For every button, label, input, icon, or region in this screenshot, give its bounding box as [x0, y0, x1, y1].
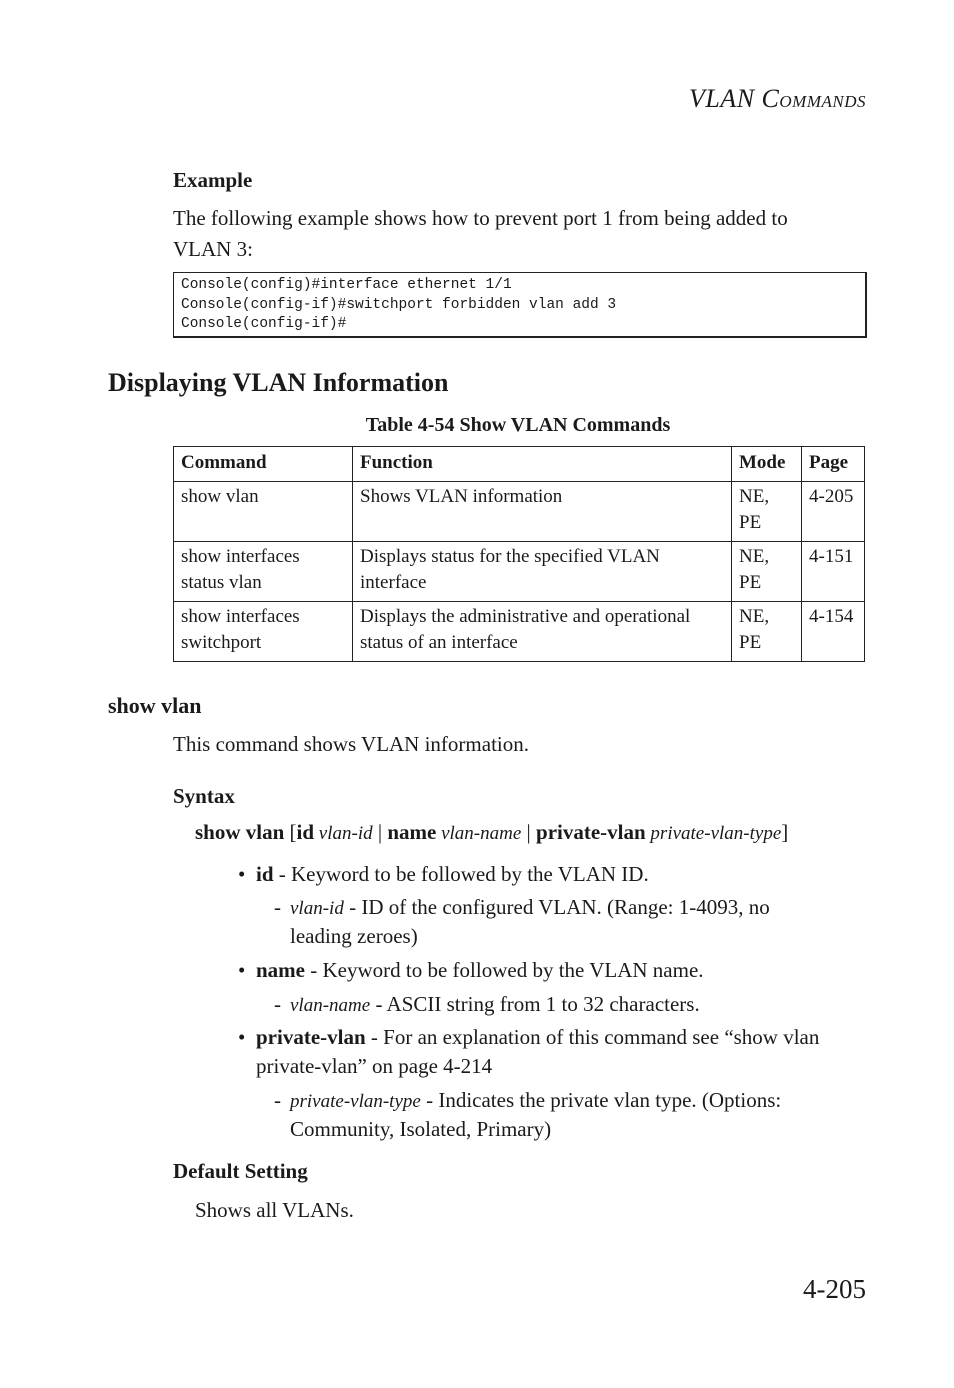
example-intro-line-1: The following example shows how to prevent port 1 from being added to [173, 206, 788, 230]
cell-function: Displays the administrative and operational status of an interface [353, 602, 732, 662]
syntax-line: show vlan [id vlan-id | name vlan-name | private-vlan private-vlan-type] [195, 820, 789, 844]
param-name-sub: vlan-name - ASCII string from 1 to 32 characters. [290, 992, 700, 1016]
param-private-vlan: private-vlan - For an explanation of this command see “show vlan [256, 1025, 820, 1049]
cell-page: 4-205 [802, 482, 865, 542]
example-intro-line-2: VLAN 3: [173, 237, 253, 261]
cell-mode: NE, PE [732, 542, 802, 602]
default-setting-text: Shows all VLANs. [195, 1198, 354, 1222]
section-title: Displaying VLAN Information [108, 368, 449, 397]
table-row [174, 602, 865, 662]
code-line: Console(config-if)#switchport forbidden vlan add 3 [181, 296, 617, 313]
column-header-page: Page [802, 447, 865, 482]
table-caption: Table 4-54 Show VLAN Commands [365, 414, 671, 436]
param-id-sub-cont: leading zeroes) [290, 924, 418, 948]
bullet-dot: • [238, 862, 246, 886]
cell-function: Displays status for the specified VLAN interface [353, 542, 732, 602]
dash-marker: - [274, 992, 281, 1016]
cell-page: 4-151 [802, 542, 865, 602]
param-id: id - Keyword to be followed by the VLAN ID. [256, 862, 649, 886]
table-row [174, 542, 865, 602]
table-row [174, 482, 865, 542]
cell-mode: NE, PE [732, 602, 802, 662]
dash-marker: - [274, 1088, 281, 1112]
command-heading: show vlan [108, 693, 202, 718]
param-private-vlan-sub: private-vlan-type - Indicates the private vlan type. (Options: [290, 1088, 782, 1112]
column-header-command: Command [174, 447, 353, 482]
bullet-dot: • [238, 958, 246, 982]
cell-command: show vlan [174, 482, 353, 542]
cell-mode: NE, PE [732, 482, 802, 542]
column-header-function: Function [353, 447, 732, 482]
code-example-box [173, 272, 867, 338]
commands-table [173, 446, 865, 662]
param-private-vlan-cont: private-vlan” on page 4-214 [256, 1054, 493, 1078]
running-header: VLAN COMMANDS [688, 84, 866, 113]
cell-command: show interfaces switchport [174, 602, 353, 662]
example-heading: Example [173, 168, 253, 192]
column-header-mode: Mode [732, 447, 802, 482]
dash-marker: - [274, 895, 281, 919]
command-description: This command shows VLAN information. [173, 732, 529, 756]
bullet-dot: • [238, 1025, 246, 1049]
code-line: Console(config-if)# [181, 316, 347, 332]
table-header-row [174, 447, 865, 482]
default-setting-heading: Default Setting [173, 1159, 308, 1183]
cell-page: 4-154 [802, 602, 865, 662]
param-name: name - Keyword to be followed by the VLAN name. [256, 958, 704, 982]
syntax-heading: Syntax [173, 784, 235, 808]
param-id-sub: vlan-id - ID of the configured VLAN. (Range: 1-4093, no [290, 895, 770, 919]
page-number: 4-205 [803, 1274, 866, 1304]
code-line: Console(config)#interface ethernet 1/1 [181, 277, 512, 293]
param-private-vlan-sub-cont: Community, Isolated, Primary) [290, 1117, 552, 1141]
cell-function: Shows VLAN information [353, 482, 732, 542]
cell-command: show interfaces status vlan [174, 542, 353, 602]
